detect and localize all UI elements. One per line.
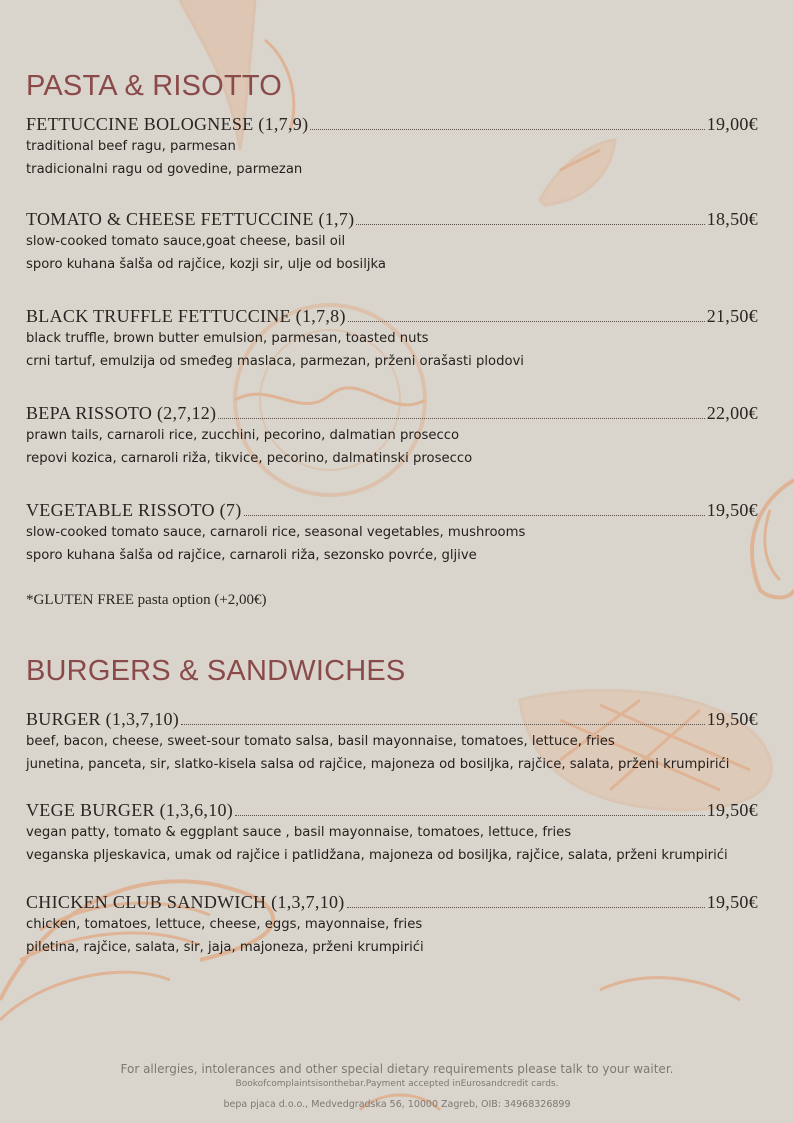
item-name: BEPA RISSOTO (2,7,12)	[26, 403, 217, 423]
item-description-hr: junetina, panceta, sir, slatko-kisela salsa od rajčice, majoneza od bosiljka, rajčice, salata, prženi krumpirići	[26, 757, 730, 772]
item-description-en: beef, bacon, cheese, sweet-sour tomato salsa, basil mayonnaise, tomatoes, lettuce, fries	[26, 734, 615, 749]
item-description-hr: tradicionalni ragu od govedine, parmezan	[26, 162, 303, 177]
item-description-hr: repovi kozica, carnaroli riža, tikvice, pecorino, dalmatinski prosecco	[26, 451, 473, 466]
leader-dots	[218, 418, 704, 419]
item-price: 19,50€	[706, 800, 758, 820]
item-name: BURGER (1,3,7,10)	[26, 709, 180, 729]
gluten-free-note: *GLUTEN FREE pasta option (+2,00€)	[26, 592, 267, 608]
payment-notice: Bookofcomplaintsisonthebar.Payment accepted inEurosandcredit cards.	[235, 1079, 559, 1089]
item-description-en: slow-cooked tomato sauce, carnaroli rice, seasonal vegetables, mushrooms	[26, 525, 526, 540]
menu-item-header	[26, 209, 758, 230]
menu-item	[26, 800, 758, 867]
item-name: BLACK TRUFFLE FETTUCCINE (1,7,8)	[26, 306, 346, 326]
leader-dots	[310, 129, 704, 130]
item-description-en: prawn tails, carnaroli rice, zucchini, pecorino, dalmatian prosecco	[26, 428, 460, 443]
item-price: 19,50€	[706, 500, 758, 520]
item-price: 19,50€	[706, 709, 758, 729]
leader-dots	[348, 321, 705, 322]
item-description-hr: crni tartuf, emulzija od smeđeg maslaca, parmezan, prženi orašasti plodovi	[26, 354, 524, 369]
menu-item-header	[26, 800, 758, 821]
menu-item-header	[26, 306, 758, 327]
item-price: 19,50€	[706, 892, 758, 912]
leader-dots	[235, 815, 705, 816]
menu-item-header	[26, 500, 758, 521]
menu-item-header	[26, 709, 758, 730]
item-description-en: traditional beef ragu, parmesan	[26, 139, 236, 154]
allergy-notice: For allergies, intolerances and other special dietary requirements please talk to your waiter.	[120, 1062, 674, 1076]
item-name: VEGE BURGER (1,3,6,10)	[26, 800, 234, 820]
item-price: 21,50€	[706, 306, 758, 326]
menu-item	[26, 892, 758, 959]
item-description-hr: veganska pljeskavica, umak od rajčice i patlidžana, majoneza od bosiljka, rajčice, salata, prženi krumpirići	[26, 848, 728, 863]
item-price: 22,00€	[706, 403, 758, 423]
leader-dots	[244, 515, 705, 516]
item-name: CHICKEN CLUB SANDWICH (1,3,7,10)	[26, 892, 345, 912]
item-description-hr: piletina, rajčice, salata, sir, jaja, majoneza, prženi krumpirići	[26, 940, 424, 955]
leader-dots	[356, 224, 704, 225]
item-description-en: vegan patty, tomato & eggplant sauce , basil mayonnaise, tomatoes, lettuce, fries	[26, 825, 572, 840]
item-description-hr: sporo kuhana šalša od rajčice, carnaroli riža, sezonsko povrće, gljive	[26, 548, 477, 563]
item-description-hr: sporo kuhana šalša od rajčice, kozji sir, ulje od bosiljka	[26, 257, 387, 272]
menu-item-header	[26, 114, 758, 135]
section-title-burgers: BURGERS & SANDWICHES	[26, 655, 406, 687]
menu-item	[26, 306, 758, 373]
menu-item	[26, 403, 758, 470]
section-title-pasta: PASTA & RISOTTO	[26, 70, 282, 102]
item-price: 19,00€	[706, 114, 758, 134]
item-description-en: black truffle, brown butter emulsion, parmesan, toasted nuts	[26, 331, 429, 346]
menu-item	[26, 709, 758, 776]
item-price: 18,50€	[706, 209, 758, 229]
item-description-en: slow-cooked tomato sauce,goat cheese, basil oil	[26, 234, 346, 249]
leader-dots	[181, 724, 705, 725]
menu-item	[26, 114, 758, 181]
company-info: bepa pjaca d.o.o., Medvedgradska 56, 10000 Zagreb, OIB: 34968326899	[223, 1099, 571, 1110]
item-name: TOMATO & CHEESE FETTUCCINE (1,7)	[26, 209, 355, 229]
leader-dots	[347, 907, 705, 908]
menu-item-header	[26, 892, 758, 913]
item-name: VEGETABLE RISSOTO (7)	[26, 500, 242, 520]
menu-item	[26, 209, 758, 276]
menu-item	[26, 500, 758, 567]
item-description-en: chicken, tomatoes, lettuce, cheese, eggs, mayonnaise, fries	[26, 917, 423, 932]
menu-item-header	[26, 403, 758, 424]
item-name: FETTUCCINE BOLOGNESE (1,7,9)	[26, 114, 309, 134]
